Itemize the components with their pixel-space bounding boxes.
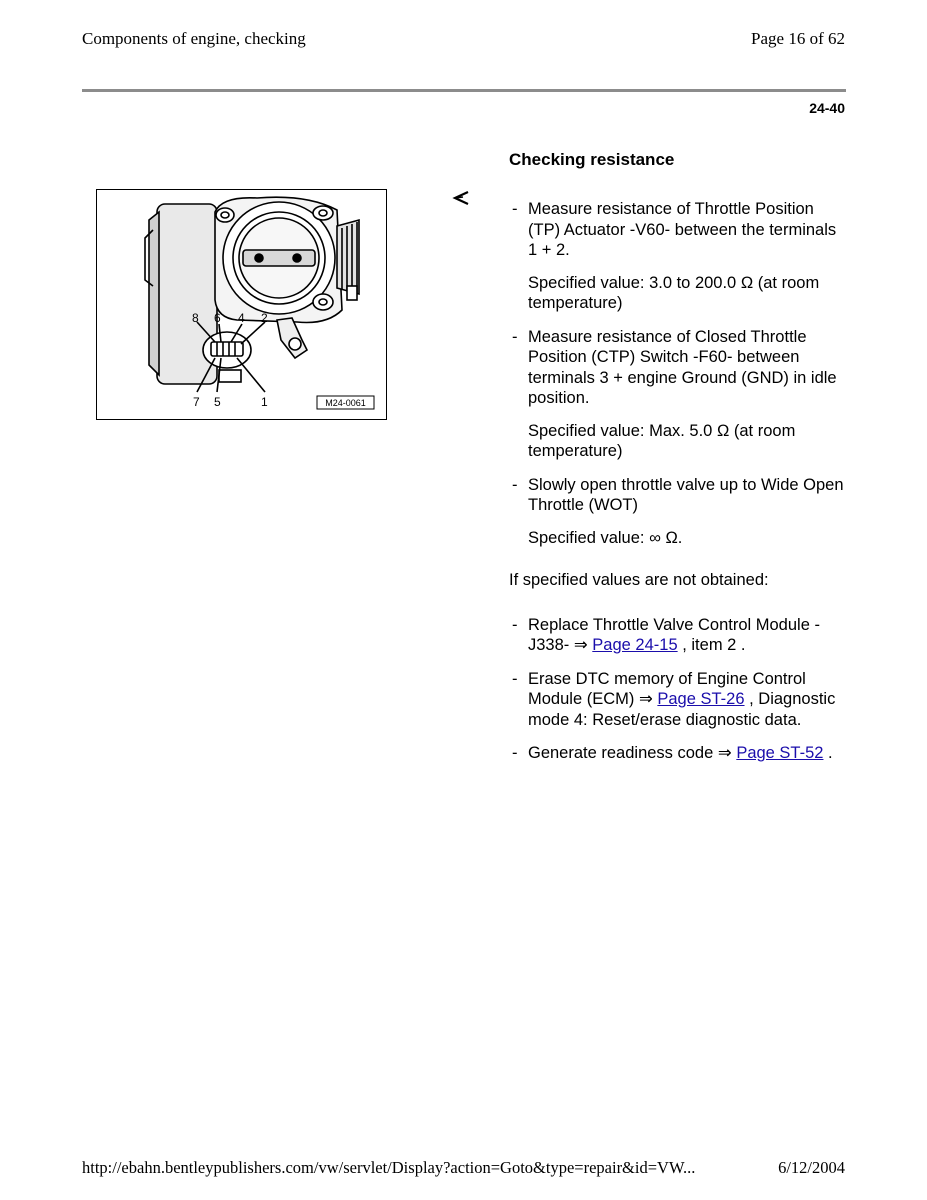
not-obtained-note: If specified values are not obtained: bbox=[509, 571, 769, 589]
action-item: - Erase DTC memory of Engine Control Module (ECM) ⇒ Page ST-26 , Diagnostic mode 4: Reset/erase diagnostic data. bbox=[512, 669, 836, 729]
pin-label-top: 6 bbox=[214, 311, 221, 325]
spec-value: Specified value: 3.0 to 200.0 Ω (at room temperature) bbox=[528, 273, 820, 312]
footer-url: http://ebahn.bentleypublishers.com/vw/servlet/Display?action=Goto&type=repair&id=VW... bbox=[82, 1158, 696, 1177]
page-number: Page 16 of 62 bbox=[751, 29, 845, 48]
figure-pointer-icon bbox=[452, 190, 470, 206]
action-item: - Generate readiness code ⇒ Page ST-52 . bbox=[512, 744, 833, 762]
section-title: Checking resistance bbox=[509, 150, 675, 169]
link-page-24-15[interactable]: Page 24-15 bbox=[592, 636, 678, 654]
step-text: Measure resistance of Closed Throttle Position (CTP) Switch -F60- between terminals 3 + engine Ground (GND) in idle position. bbox=[528, 327, 837, 407]
header-divider bbox=[82, 89, 846, 92]
spec-value: Specified value: ∞ Ω. bbox=[528, 528, 683, 547]
step-text: Measure resistance of Throttle Position (TP) Actuator -V60- between the terminals 1 + 2. bbox=[528, 200, 837, 259]
arrow-icon: ⇒ bbox=[573, 636, 588, 654]
step-item: - Slowly open throttle valve up to Wide Open Throttle (WOT) bbox=[512, 475, 844, 514]
action-item: - Replace Throttle Valve Control Module -J338- ⇒ Page 24-15 , item 2 . bbox=[512, 615, 820, 654]
step-text: Slowly open throttle valve up to Wide Open Throttle (WOT) bbox=[528, 475, 844, 514]
link-page-st-52[interactable]: Page ST-52 bbox=[736, 744, 824, 762]
arrow-icon: ⇒ bbox=[717, 744, 732, 762]
link-page-st-26[interactable]: Page ST-26 bbox=[657, 690, 745, 708]
header-title: Components of engine, checking bbox=[82, 29, 306, 48]
section-code: 24-40 bbox=[809, 100, 845, 116]
pin-label-bottom: 7 bbox=[193, 395, 200, 409]
figure-caption: M24-0061 bbox=[325, 398, 366, 408]
spec-value: Specified value: Max. 5.0 Ω (at room temperature) bbox=[528, 421, 796, 460]
pin-label-bottom: 5 bbox=[214, 395, 221, 409]
procedure-text bbox=[509, 199, 849, 777]
pin-label-bottom: 1 bbox=[261, 395, 268, 409]
arrow-icon: ⇒ bbox=[638, 690, 653, 708]
step-item: - Measure resistance of Closed Throttle Position (CTP) Switch -F60- between terminals 3 + engine Ground (GND) in idle position. bbox=[512, 327, 837, 407]
pin-label-top: 2 bbox=[261, 311, 268, 325]
throttle-body-figure bbox=[96, 189, 387, 420]
footer-date: 6/12/2004 bbox=[778, 1158, 845, 1177]
throttle-body-illustration bbox=[97, 190, 386, 419]
pin-label-top: 8 bbox=[192, 311, 199, 325]
pin-label-top: 4 bbox=[238, 311, 245, 325]
step-item: - Measure resistance of Throttle Position (TP) Actuator -V60- between the terminals 1 + 2. bbox=[512, 200, 837, 259]
